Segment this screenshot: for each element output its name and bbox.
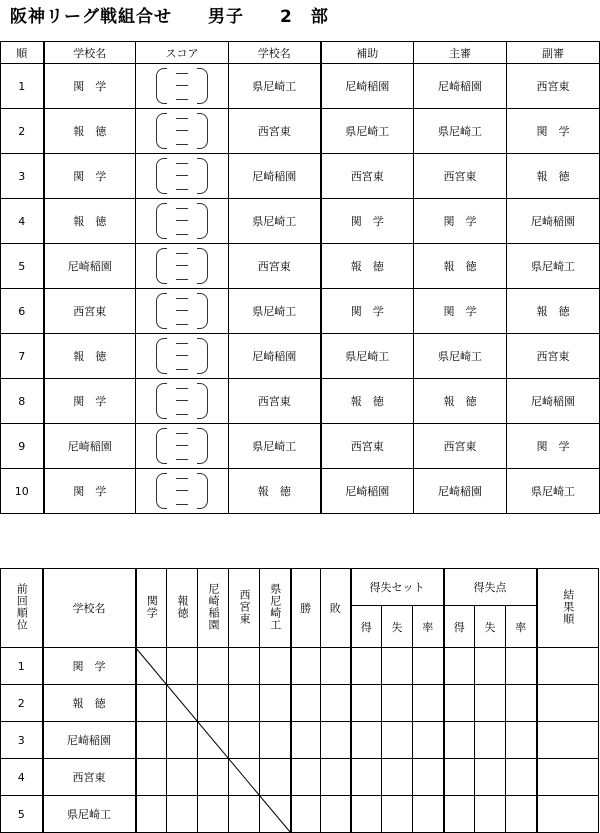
header-opp-1: 関学 <box>136 569 167 648</box>
loss-cell[interactable] <box>321 685 351 722</box>
chief-referee: 西宮東 <box>414 424 507 469</box>
result-cell[interactable] <box>136 759 167 796</box>
score-bracket <box>154 245 210 285</box>
result-cell[interactable] <box>260 759 291 796</box>
header-result: 結果順 <box>537 569 599 648</box>
result-cell[interactable] <box>198 796 229 833</box>
header-no: 順 <box>1 42 44 64</box>
sub-referee: 県尼崎工 <box>507 469 600 514</box>
score-cell[interactable] <box>136 469 229 514</box>
sub-referee: 西宮東 <box>507 64 600 109</box>
sub-referee: 尼崎稲園 <box>507 199 600 244</box>
sub-referee: 報 徳 <box>507 289 600 334</box>
sub-referee: 県尼崎工 <box>507 244 600 289</box>
header-school-a: 学校名 <box>44 42 136 64</box>
aux-referee: 関 学 <box>321 199 414 244</box>
header-loss: 敗 <box>321 569 351 648</box>
header-pt-lose: 失 <box>475 606 506 648</box>
chief-referee: 関 学 <box>414 199 507 244</box>
pt-lose-cell[interactable] <box>475 796 506 833</box>
score-cell[interactable] <box>136 199 229 244</box>
set-lose-cell[interactable] <box>382 685 413 722</box>
pt-lose-cell[interactable] <box>475 722 506 759</box>
schedule-row <box>1 334 600 379</box>
schedule-header-row <box>1 42 600 64</box>
set-rate-cell[interactable] <box>413 759 444 796</box>
header-opp-2: 報徳 <box>167 569 198 648</box>
header-opp-5: 県尼崎工 <box>260 569 291 648</box>
chief-referee: 県尼崎工 <box>414 334 507 379</box>
result-cell[interactable] <box>136 722 167 759</box>
loss-cell[interactable] <box>321 648 351 685</box>
header-aux: 補助 <box>321 42 414 64</box>
set-rate-cell[interactable] <box>413 722 444 759</box>
school-b: 尼崎稲園 <box>229 154 321 199</box>
header-set-lose: 失 <box>382 606 413 648</box>
pt-gain-cell[interactable] <box>444 759 475 796</box>
league-school: 関 学 <box>43 648 136 685</box>
aux-referee: 県尼崎工 <box>321 334 414 379</box>
win-cell[interactable] <box>291 685 321 722</box>
result-cell[interactable] <box>167 796 198 833</box>
pt-rate-cell[interactable] <box>506 685 537 722</box>
result-cell[interactable] <box>260 648 291 685</box>
result-cell[interactable] <box>198 648 229 685</box>
score-bracket <box>154 200 210 240</box>
set-lose-cell[interactable] <box>382 759 413 796</box>
pt-rate-cell[interactable] <box>506 759 537 796</box>
aux-referee: 関 学 <box>321 289 414 334</box>
pt-gain-cell[interactable] <box>444 648 475 685</box>
match-no: 4 <box>1 199 44 244</box>
school-a: 関 学 <box>44 64 136 109</box>
result-cell[interactable] <box>198 685 229 722</box>
schedule-row <box>1 469 600 514</box>
aux-referee: 西宮東 <box>321 154 414 199</box>
sub-referee: 関 学 <box>507 109 600 154</box>
score-bracket <box>154 65 210 105</box>
pt-rate-cell[interactable] <box>506 796 537 833</box>
result-cell[interactable] <box>229 759 260 796</box>
schedule-row <box>1 109 600 154</box>
result-cell[interactable] <box>198 759 229 796</box>
result-cell[interactable] <box>260 685 291 722</box>
chief-referee: 西宮東 <box>414 154 507 199</box>
result-cell[interactable] <box>260 722 291 759</box>
league-table <box>0 568 599 833</box>
result-cell[interactable] <box>167 685 198 722</box>
aux-referee: 尼崎稲園 <box>321 469 414 514</box>
league-school: 尼崎稲園 <box>43 722 136 759</box>
pt-rate-cell[interactable] <box>506 648 537 685</box>
schedule-row <box>1 424 600 469</box>
header-school-b: 学校名 <box>229 42 321 64</box>
aux-referee: 西宮東 <box>321 424 414 469</box>
score-bracket <box>154 425 210 465</box>
score-cell[interactable] <box>136 334 229 379</box>
pt-gain-cell[interactable] <box>444 722 475 759</box>
final-rank-cell[interactable] <box>537 685 599 722</box>
school-b: 尼崎稲園 <box>229 334 321 379</box>
score-bracket <box>154 155 210 195</box>
header-win: 勝 <box>291 569 321 648</box>
score-cell[interactable] <box>136 64 229 109</box>
school-a: 尼崎稲園 <box>44 244 136 289</box>
aux-referee: 報 徳 <box>321 379 414 424</box>
win-cell[interactable] <box>291 796 321 833</box>
school-a: 尼崎稲園 <box>44 424 136 469</box>
school-b: 県尼崎工 <box>229 199 321 244</box>
pt-rate-cell[interactable] <box>506 722 537 759</box>
league-school: 県尼崎工 <box>43 796 136 833</box>
header-opp-3: 尼崎稲園 <box>198 569 229 648</box>
aux-referee: 県尼崎工 <box>321 109 414 154</box>
result-cell[interactable] <box>229 722 260 759</box>
chief-referee: 県尼崎工 <box>414 109 507 154</box>
win-cell[interactable] <box>291 648 321 685</box>
match-no: 2 <box>1 109 44 154</box>
schedule-row <box>1 64 600 109</box>
score-bracket <box>154 380 210 420</box>
set-gain-cell[interactable] <box>351 796 382 833</box>
pt-lose-cell[interactable] <box>475 648 506 685</box>
score-cell[interactable] <box>136 154 229 199</box>
header-sets: 得失セット <box>351 569 444 606</box>
league-row <box>1 685 599 722</box>
pt-lose-cell[interactable] <box>475 685 506 722</box>
school-a: 関 学 <box>44 154 136 199</box>
score-cell[interactable] <box>136 109 229 154</box>
chief-referee: 尼崎稲園 <box>414 64 507 109</box>
score-cell[interactable] <box>136 289 229 334</box>
set-gain-cell[interactable] <box>351 648 382 685</box>
aux-referee: 尼崎稲園 <box>321 64 414 109</box>
score-bracket <box>154 110 210 150</box>
match-no: 7 <box>1 334 44 379</box>
match-no: 3 <box>1 154 44 199</box>
header-score: スコア <box>136 42 229 64</box>
match-no: 10 <box>1 469 44 514</box>
set-rate-cell[interactable] <box>413 648 444 685</box>
score-cell[interactable] <box>136 424 229 469</box>
school-a: 報 徳 <box>44 109 136 154</box>
chief-referee: 報 徳 <box>414 244 507 289</box>
prev-rank: 1 <box>1 648 43 685</box>
match-no: 5 <box>1 244 44 289</box>
schedule-table <box>0 41 600 514</box>
loss-cell[interactable] <box>321 759 351 796</box>
score-bracket <box>154 470 210 510</box>
school-b: 西宮東 <box>229 109 321 154</box>
final-rank-cell[interactable] <box>537 648 599 685</box>
chief-referee: 尼崎稲園 <box>414 469 507 514</box>
set-lose-cell[interactable] <box>382 796 413 833</box>
aux-referee: 報 徳 <box>321 244 414 289</box>
result-cell[interactable] <box>136 648 167 685</box>
final-rank-cell[interactable] <box>537 722 599 759</box>
school-a: 報 徳 <box>44 199 136 244</box>
final-rank-cell[interactable] <box>537 759 599 796</box>
result-cell[interactable] <box>167 648 198 685</box>
result-cell[interactable] <box>229 648 260 685</box>
header-pt-rate: 率 <box>506 606 537 648</box>
set-gain-cell[interactable] <box>351 685 382 722</box>
score-cell[interactable] <box>136 379 229 424</box>
sub-referee: 尼崎稲園 <box>507 379 600 424</box>
set-rate-cell[interactable] <box>413 796 444 833</box>
page-title <box>10 2 329 27</box>
schedule-row <box>1 289 600 334</box>
win-cell[interactable] <box>291 722 321 759</box>
chief-referee: 関 学 <box>414 289 507 334</box>
set-lose-cell[interactable] <box>382 722 413 759</box>
sub-referee: 関 学 <box>507 424 600 469</box>
school-b: 県尼崎工 <box>229 64 321 109</box>
result-cell[interactable] <box>229 796 260 833</box>
header-set-gain: 得 <box>351 606 382 648</box>
league-header-row-1 <box>1 569 599 606</box>
result-cell[interactable] <box>167 722 198 759</box>
prev-rank: 3 <box>1 722 43 759</box>
school-b: 西宮東 <box>229 379 321 424</box>
final-rank-cell[interactable] <box>537 796 599 833</box>
loss-cell[interactable] <box>321 796 351 833</box>
result-cell[interactable] <box>198 722 229 759</box>
score-bracket <box>154 335 210 375</box>
league-row <box>1 796 599 833</box>
sub-referee: 報 徳 <box>507 154 600 199</box>
league-row <box>1 759 599 796</box>
header-prev-rank: 前回順位 <box>1 569 43 648</box>
school-b: 県尼崎工 <box>229 424 321 469</box>
set-gain-cell[interactable] <box>351 722 382 759</box>
set-gain-cell[interactable] <box>351 759 382 796</box>
header-chief: 主審 <box>414 42 507 64</box>
header-sub: 副審 <box>507 42 600 64</box>
result-cell[interactable] <box>229 685 260 722</box>
league-school: 西宮東 <box>43 759 136 796</box>
match-no: 6 <box>1 289 44 334</box>
score-cell[interactable] <box>136 244 229 289</box>
header-league-school: 学校名 <box>43 569 136 648</box>
pt-lose-cell[interactable] <box>475 759 506 796</box>
result-cell[interactable] <box>260 796 291 833</box>
match-no: 8 <box>1 379 44 424</box>
school-a: 関 学 <box>44 379 136 424</box>
result-cell[interactable] <box>136 796 167 833</box>
league-row <box>1 722 599 759</box>
loss-cell[interactable] <box>321 722 351 759</box>
prev-rank: 5 <box>1 796 43 833</box>
result-cell[interactable] <box>167 759 198 796</box>
chief-referee: 報 徳 <box>414 379 507 424</box>
schedule-row <box>1 154 600 199</box>
schedule-row <box>1 199 600 244</box>
header-set-rate: 率 <box>413 606 444 648</box>
header-pt-gain: 得 <box>444 606 475 648</box>
set-lose-cell[interactable] <box>382 648 413 685</box>
header-opp-4: 西宮東 <box>229 569 260 648</box>
prev-rank: 2 <box>1 685 43 722</box>
pt-gain-cell[interactable] <box>444 796 475 833</box>
school-a: 関 学 <box>44 469 136 514</box>
school-b: 県尼崎工 <box>229 289 321 334</box>
league-row <box>1 648 599 685</box>
league-school: 報 徳 <box>43 685 136 722</box>
pt-gain-cell[interactable] <box>444 685 475 722</box>
set-rate-cell[interactable] <box>413 685 444 722</box>
schedule-row <box>1 379 600 424</box>
school-b: 報 徳 <box>229 469 321 514</box>
score-bracket <box>154 290 210 330</box>
school-b: 西宮東 <box>229 244 321 289</box>
school-a: 西宮東 <box>44 289 136 334</box>
schedule-row <box>1 244 600 289</box>
win-cell[interactable] <box>291 759 321 796</box>
division-text: 男子 2 部 <box>208 7 329 27</box>
school-a: 報 徳 <box>44 334 136 379</box>
match-no: 9 <box>1 424 44 469</box>
sub-referee: 西宮東 <box>507 334 600 379</box>
match-no: 1 <box>1 64 44 109</box>
prev-rank: 4 <box>1 759 43 796</box>
result-cell[interactable] <box>136 685 167 722</box>
title-text: 阪神リーグ戦組合せ <box>10 7 172 27</box>
header-points: 得失点 <box>444 569 537 606</box>
